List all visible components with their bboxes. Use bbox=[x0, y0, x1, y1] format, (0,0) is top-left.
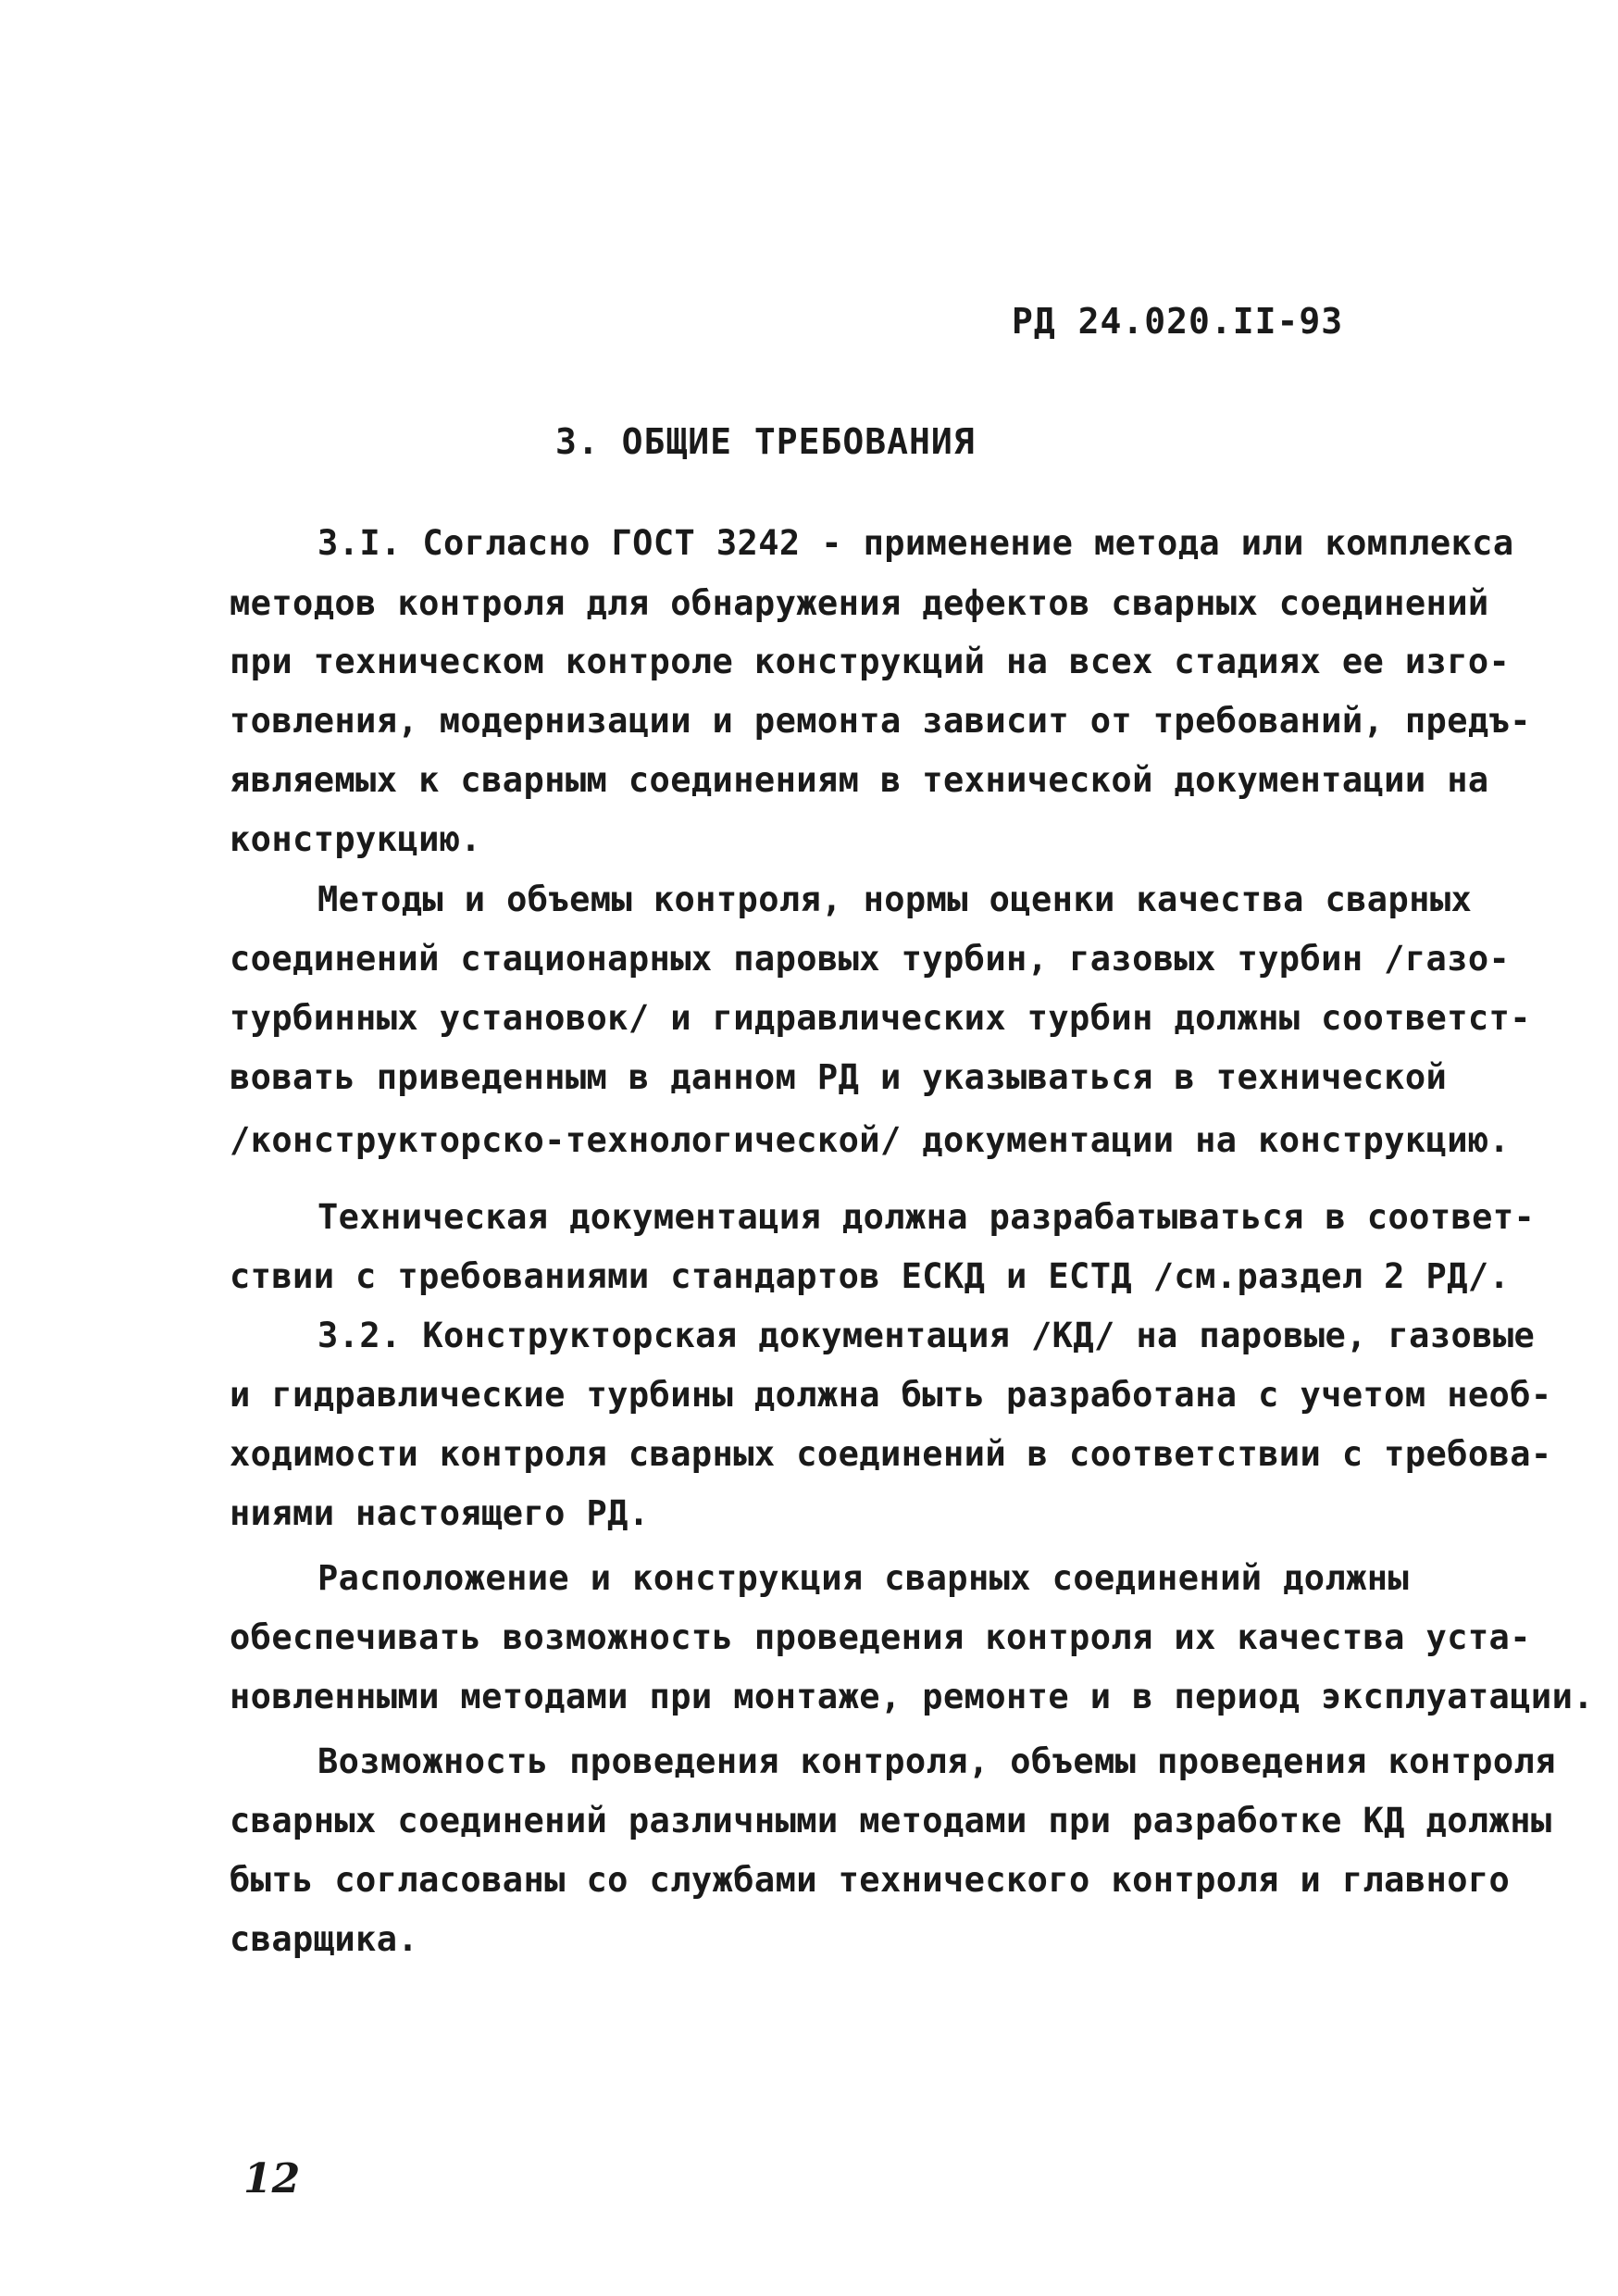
document-code: РД 24.020.II-93 bbox=[1012, 301, 1344, 342]
paragraph-line: обеспечивать возможность проведения контроля их качества уста- bbox=[230, 1617, 1531, 1657]
paragraph-line: товления, модернизации и ремонта зависит от требований, предъ- bbox=[230, 701, 1531, 741]
paragraph-line: соединений стационарных паровых турбин, газовых турбин /газо- bbox=[230, 939, 1511, 979]
paragraph-line: 3.2. Конструкторская документация /КД/ на паровые, газовые bbox=[317, 1316, 1536, 1355]
paragraph-line: Техническая документация должна разрабатываться в соответ- bbox=[317, 1197, 1536, 1237]
paragraph-line: 3.I. Согласно ГОСТ 3242 - применение метода или комплекса bbox=[317, 523, 1514, 563]
page-number: 12 bbox=[243, 2155, 301, 2202]
paragraph-line: быть согласованы со службами технического контроля и главного bbox=[230, 1860, 1511, 1900]
paragraph-line: новленными методами при монтаже, ремонте и в период эксплуатации. bbox=[230, 1677, 1594, 1716]
paragraph-line: /конструкторско-технологической/ документации на конструкцию. bbox=[230, 1120, 1511, 1160]
paragraph-line: Расположение и конструкция сварных соединений должны bbox=[317, 1558, 1410, 1598]
section-title: 3. ОБЩИЕ ТРЕБОВАНИЯ bbox=[555, 421, 976, 462]
paragraph-line: вовать приведенным в данном РД и указываться в технической bbox=[230, 1057, 1448, 1097]
paragraph-line: ниями настоящего РД. bbox=[230, 1493, 650, 1533]
paragraph-line: методов контроля для обнаружения дефектов сварных соединений bbox=[230, 583, 1489, 623]
paragraph-line: ходимости контроля сварных соединений в соответствии с требова- bbox=[230, 1434, 1552, 1474]
paragraph-line: сварщика. bbox=[230, 1919, 419, 1959]
paragraph-line: турбинных установок/ и гидравлических турбин должны соответст- bbox=[230, 998, 1531, 1038]
paragraph-line: Возможность проведения контроля, объемы проведения контроля bbox=[317, 1741, 1556, 1781]
paragraph-line: сварных соединений различными методами при разработке КД должны bbox=[230, 1801, 1552, 1841]
paragraph-line: ствии с требованиями стандартов ЕСКД и ЕСТД /см.раздел 2 РД/. bbox=[230, 1256, 1511, 1296]
paragraph-line: являемых к сварным соединениям в технической документации на bbox=[230, 760, 1489, 800]
paragraph-line: конструкцию. bbox=[230, 819, 482, 859]
paragraph-line: Методы и объемы контроля, нормы оценки качества сварных bbox=[317, 880, 1473, 919]
paragraph-line: при техническом контроле конструкций на всех стадиях ее изго- bbox=[230, 642, 1511, 681]
paragraph-line: и гидравлические турбины должна быть разработана с учетом необ- bbox=[230, 1375, 1552, 1415]
